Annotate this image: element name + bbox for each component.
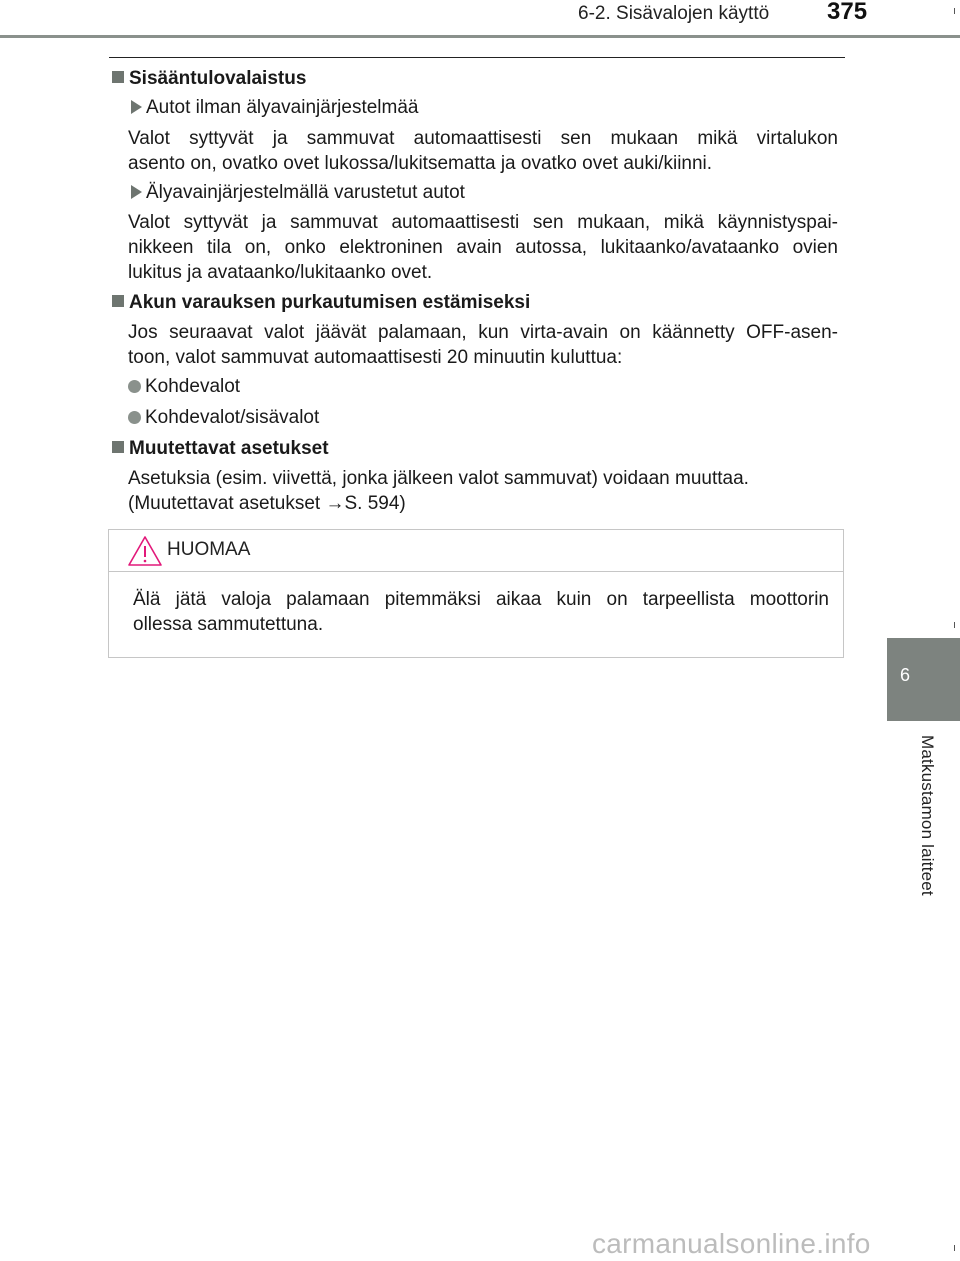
margin-tick (954, 1245, 955, 1251)
square-bullet-icon (112, 295, 124, 307)
warning-triangle-icon (127, 535, 163, 567)
paragraph-customizable-settings: Asetuksia (esim. viivettä, jonka jälkeen valot sammuvat) voidaan muuttaa. (Muutettavat asetukset →S. 594) (128, 466, 838, 516)
notice-text: Älä jätä valoja palamaan pitemmäksi aikaa kuin on tarpeellista moottorin ollessa sammutettuna. (133, 589, 829, 635)
section-heading-customizable-settings: Muutettavat asetukset (112, 438, 329, 460)
header-rule (0, 35, 960, 38)
notice-header (109, 530, 843, 572)
triangle-bullet-icon (131, 185, 142, 199)
paragraph-battery-saver: Jos seuraavat valot jäävät palamaan, kun virta-avain on käännetty OFF-asen- toon, valot sammuvat automaattisesti 20 minuutin kuluttua: (128, 322, 838, 368)
circle-bullet-icon (128, 380, 141, 393)
paragraph-without-smart-key: Valot syttyvät ja sammuvat automaattisesti sen mukaan mikä virtalukon asento on, ovatko ovet lukossa/lukitsematta ja ovatko ovet auki/kiinni. (128, 128, 838, 174)
square-bullet-icon (112, 71, 124, 83)
square-bullet-icon (112, 441, 124, 453)
notice-box (108, 529, 844, 658)
list-item: Kohdevalot/sisävalot (128, 407, 319, 429)
margin-tick (954, 8, 955, 14)
chapter-number: 6 (899, 665, 910, 685)
page-number: 375 (827, 0, 868, 25)
header-section-title: 6-2. Sisävalojen käyttö (578, 3, 770, 24)
subsection-without-smart-key: Autot ilman älyavainjärjestelmää (131, 97, 418, 119)
circle-bullet-icon (128, 411, 141, 424)
section-heading-entry-lighting: Sisääntulovalaistus (112, 68, 306, 90)
margin-tick (954, 622, 955, 628)
content-top-rule (109, 57, 845, 58)
section-heading-battery-saver: Akun varauksen purkautumisen estämiseksi (112, 292, 530, 314)
list-item: Kohdevalot (128, 376, 240, 398)
paragraph-with-smart-key: Valot syttyvät ja sammuvat automaattisesti sen mukaan, mikä käynnistyspai- nikkeen tila on, onko elektroninen avain autossa, lukitaanko/avataanko ovien lukitus ja avataanko/lukitaanko ovet. (128, 212, 838, 283)
chapter-label: Matkustamon laitteet (918, 735, 937, 896)
page-reference-link[interactable]: (Muutettavat asetukset →S. 594) (128, 493, 406, 514)
notice-title: HUOMAA (167, 539, 251, 560)
watermark: carmanualsonline.info (592, 1228, 871, 1259)
triangle-bullet-icon (131, 100, 142, 114)
subsection-with-smart-key: Älyavainjärjestelmällä varustetut autot (131, 182, 465, 204)
chapter-tab[interactable] (887, 638, 960, 721)
